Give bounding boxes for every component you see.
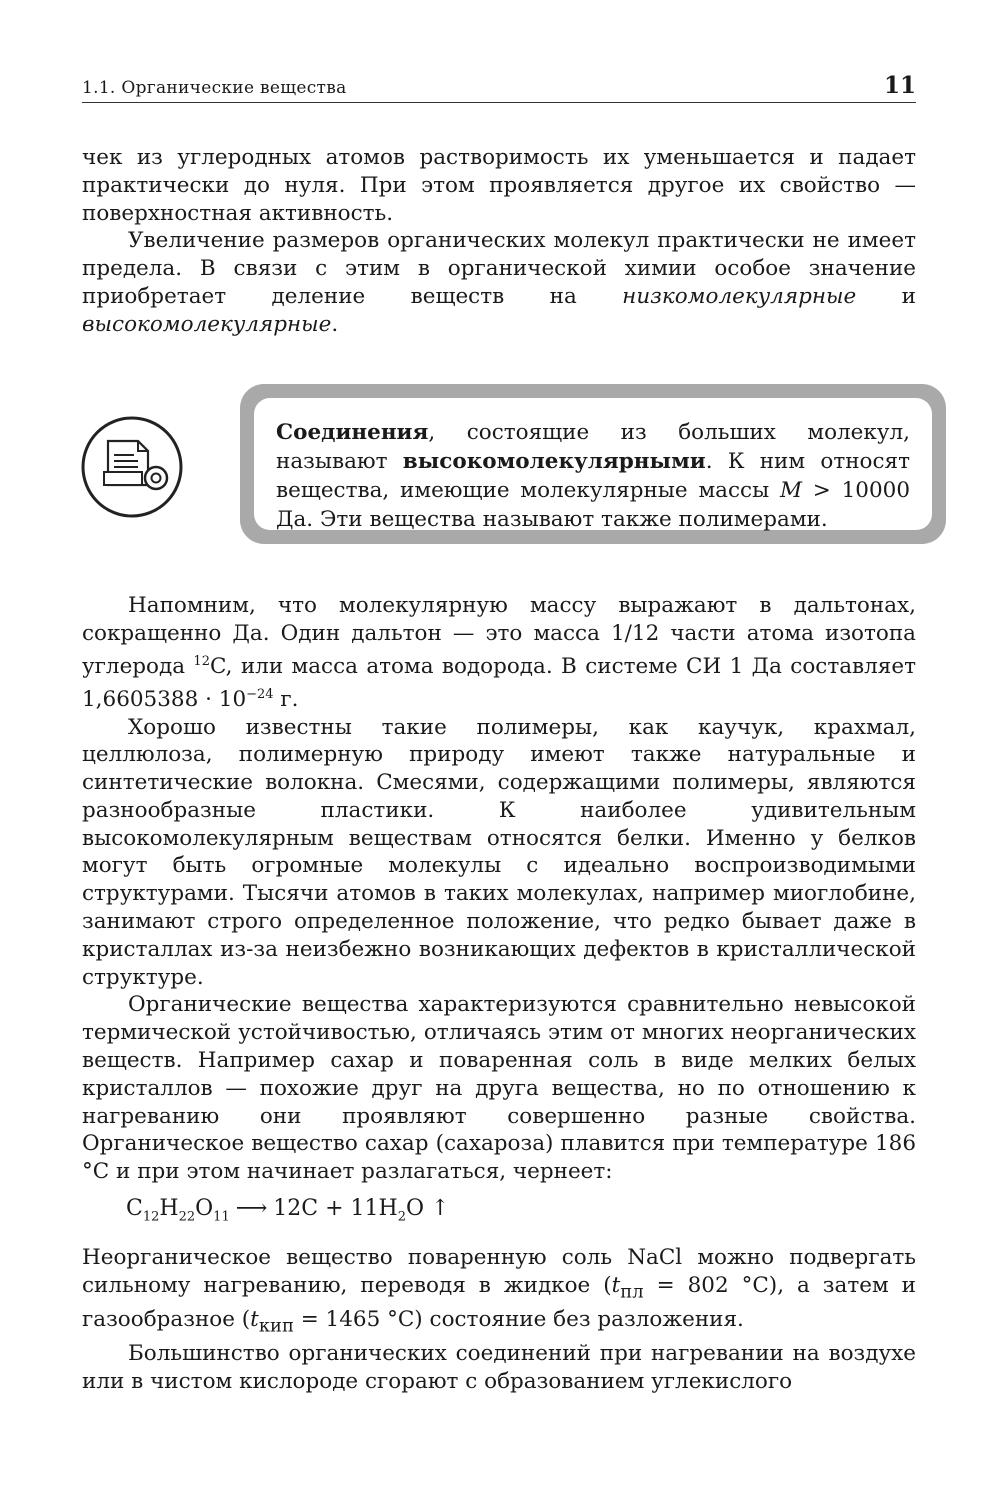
text-block-top: [82, 144, 916, 339]
text-block-bottom: [82, 1244, 916, 1396]
running-title: 1.1. Органические вещества: [82, 78, 347, 98]
paragraph-thermal-stability: Органические вещества характеризуются сравнительно невысокой термической устойчивостью, отличаясь этим от многих неорганических веществ. Например сахар и поваренная соль в виде мелких белых кристаллов — похожие друг на друга вещества, но по отношению к нагреванию они проявляют совершенно разные свойства. Органическое вещество сахар (сахароза) плавится при температуре 186 °C и при этом начинает разлагаться, чернеет:: [82, 992, 916, 1185]
reaction-arrow: ⟶: [235, 1196, 268, 1221]
gas-arrow-icon: ↑: [431, 1196, 450, 1221]
definition-term-high-molecular: высокомолекулярными: [402, 449, 706, 474]
definition-box-inner: [254, 398, 932, 530]
paragraph-polymers: Хорошо известны такие полимеры, как каучук, крахмал, целлюлоза, полимерную природу имеют также натуральные и синтетические волокна. Смесями, содержащими полимеры, являются разнообразные пластики. К наиболее удивительным высокомолекулярным веществам относятся белки. Именно у белков могут быть огромные молекулы с идеально воспроизводимыми структурами. Тысячи атомов в таких молекулах, например миоглобине, занимают строго определенное положение, что редко бывает даже в кристаллах из-за неизбежно возникающих дефектов в кристаллической структуре.: [82, 714, 916, 990]
definition-box: [240, 384, 946, 544]
definition-text: Соединения, состоящие из больших молекул, называют высокомолекулярными. К ним относят вещества, имеющие молекулярные массы M > 10000 Да. Эти вещества называют также полимерами.: [276, 420, 910, 532]
paragraph-solubility: чек из углеродных атомов растворимость их уменьшается и падает практически до нуля. При этом проявляется другое их свойство — поверхностная активность.: [82, 145, 916, 226]
exponent: −24: [246, 686, 274, 702]
page-header: [82, 72, 916, 103]
chemical-equation: $C_{12}H_{22}O_{11}$ ⟶ $12C + 11H_2O$ ↑: [126, 1196, 450, 1225]
symbol-m: M: [779, 478, 802, 503]
page-number: 11: [883, 72, 916, 99]
definition-icon: [80, 415, 184, 519]
definition-term-compounds: Соединения: [276, 420, 429, 445]
paragraph-molecule-size: Увеличение размеров органических молекул практически не имеет предела. В связи с этим в органической химии особое значение приобретает деление веществ на низкомолекулярные и высокомолекулярные.: [82, 228, 916, 337]
text-block-middle: [82, 592, 916, 1186]
term-low-molecular: низкомолекулярные: [622, 283, 857, 309]
term-high-molecular: высокомолекулярные: [82, 311, 332, 337]
isotope-mass-number: 12: [193, 653, 210, 669]
paragraph-dalton: Напомним, что молекулярную массу выражают в дальтонах, сокращенно Да. Один дальтон — это масса 1/12 части атома изотопа углерода $^{12}$C, или масса атома водорода. В системе СИ 1 Да составляет $1,6605388 \cdot 10^{-24}$ г.: [82, 593, 916, 712]
paragraph-combustion: Большинство органических соединений при нагревании на воздухе или в чистом кислороде сгорают с образованием углекислого: [82, 1340, 916, 1394]
paragraph-nacl: Неорганическое вещество поваренную соль NaCl можно подвергать сильному нагреванию, переводя в жидкое ($t_{пл} = 802$ °C), а затем и газообразное ($t_{кип} = 1465$ °C) состояние без разложения.: [82, 1245, 917, 1337]
